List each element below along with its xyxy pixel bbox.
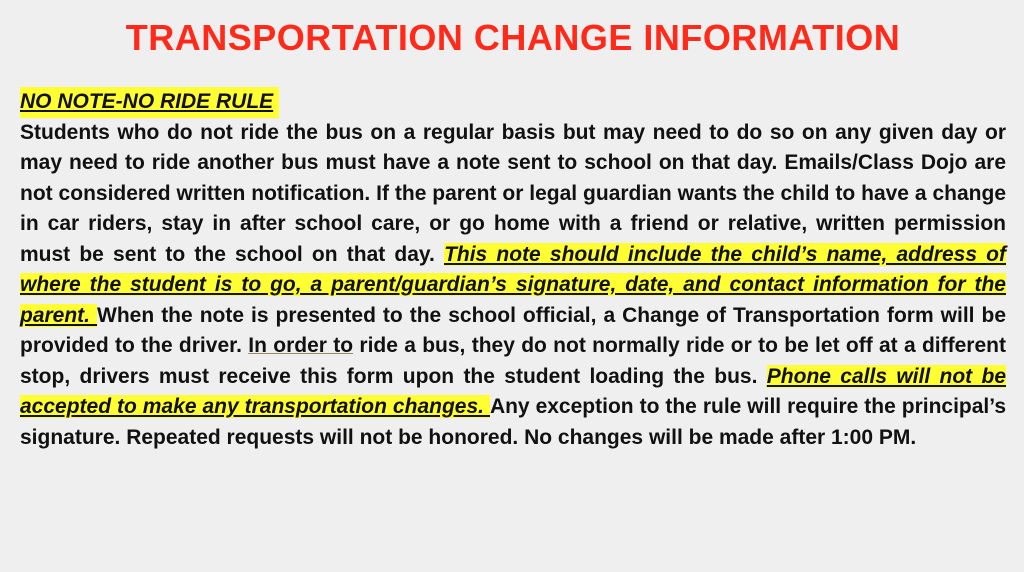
paragraph-text-4: Any exception to the rule will require the principal’s signature. Repeated requests will not be honored. No changes will be made after 1:00 PM.: [20, 395, 1006, 449]
underlined-phrase: In order to: [248, 334, 354, 357]
paragraph-text-2: When the note is presented to the school official, a Change of Transportation form will be provided to the driver.: [20, 303, 1006, 357]
paragraph-text-1: Students who do not ride the bus on a regular basis but may need to do so on any given day or may need to ride another bus must have a note sent to school on that day. Emails/Class Dojo are not considered written notification. If the parent or legal guardian wants the child to have a change in car riders, stay in after school care, or go home with a friend or relative, written permission must be sent to the school on that day.: [20, 120, 1006, 266]
highlight-phone-calls: Phone calls will not be accepted to make any transportation changes.: [20, 364, 1006, 418]
highlight-note-requirements: This note should include the child’s name, address of where the student is to go, a parent/guardian’s signature, date, and contact information for the parent.: [20, 242, 1007, 327]
rule-paragraph: [20, 118, 1006, 454]
section-heading: NO NOTE-NO RIDE RULE: [20, 87, 279, 118]
page-title: TRANSPORTATION CHANGE INFORMATION: [125, 17, 901, 58]
paragraph-text-3: ride a bus, they do not normally ride or to be let off at a different stop, drivers must receive this form upon the student loading the bus.: [20, 334, 1006, 388]
